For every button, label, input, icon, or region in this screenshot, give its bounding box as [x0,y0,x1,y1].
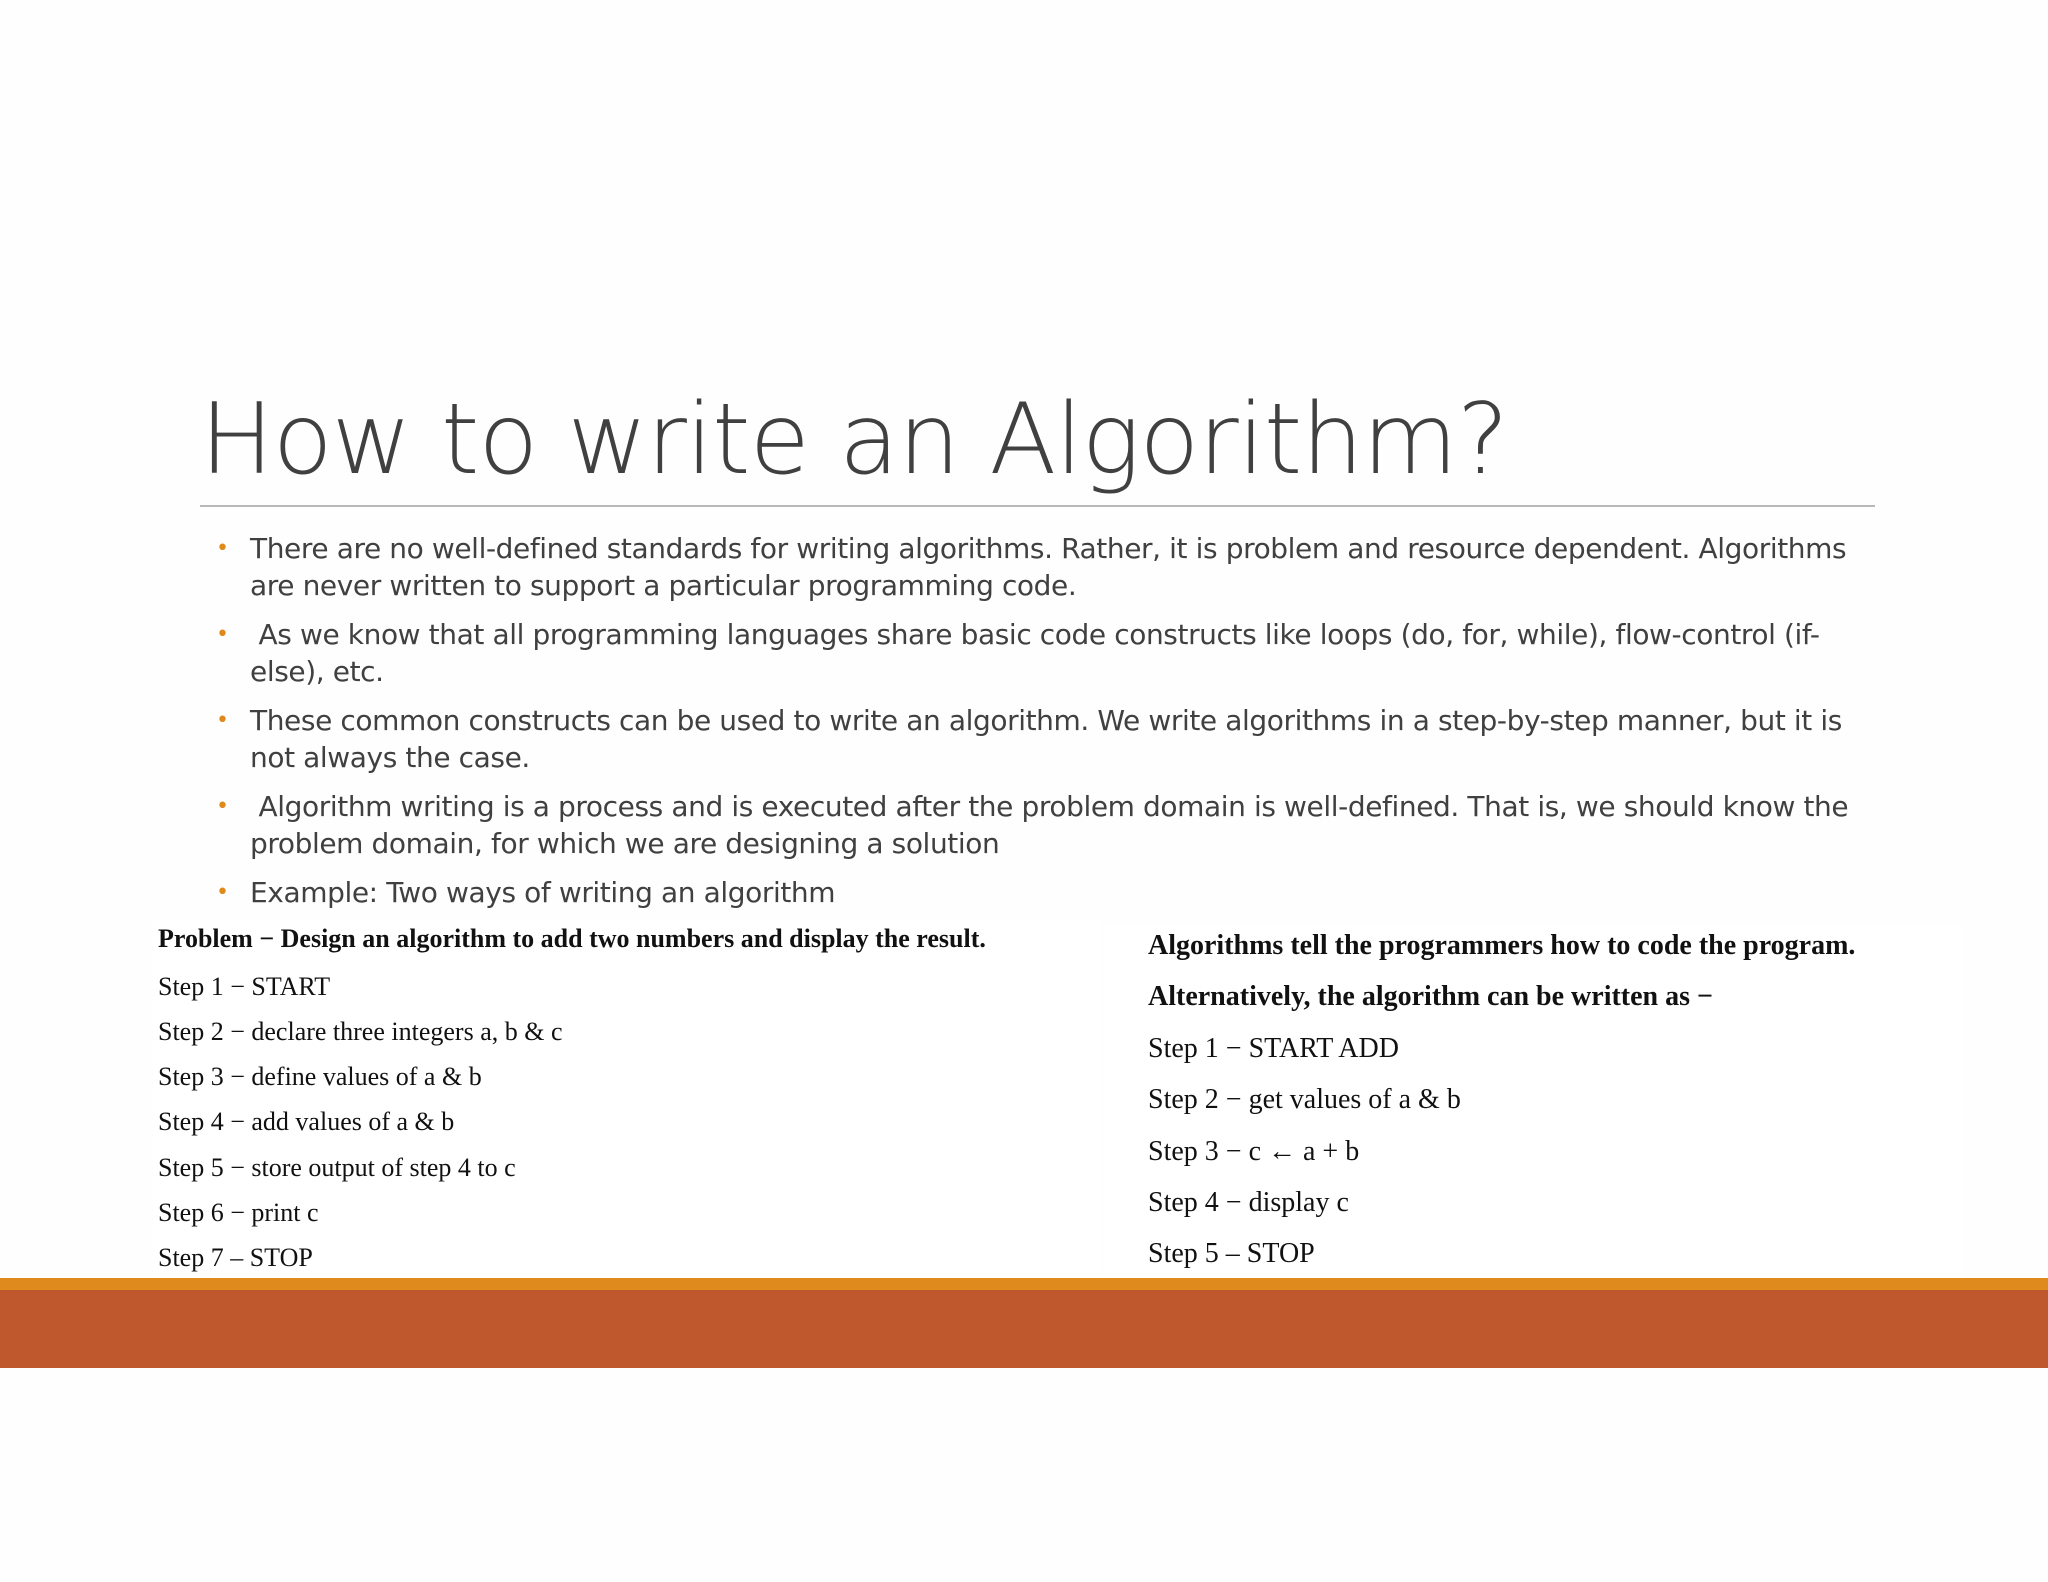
example-algorithm-right [1103,925,1963,1283]
example-algorithm-left [153,920,1101,1285]
example-right-step: Step 1 − START ADD [1148,1033,1399,1064]
bullet-item [214,874,1874,911]
bullet-dot-icon: • [216,708,229,733]
example-right-subheading: Alternatively, the algorithm can be written as − [1148,981,1713,1012]
bullet-text: There are no well-defined standards for writing algorithms. Rather, it is problem and resource dependent. Algorithms are never written to support a particular programming code. [250,532,1847,602]
example-left-step: Step 7 – STOP [158,1243,313,1272]
footer-band [0,1290,2048,1368]
bullet-item [214,530,1874,604]
example-right-heading: Algorithms tell the programmers how to code the program. [1148,930,1856,961]
example-left-step: Step 1 − START [158,972,331,1001]
example-left-step: Step 5 − store output of step 4 to c [158,1153,516,1182]
bullet-dot-icon: • [216,880,229,905]
example-left-step: Step 3 − define values of a & b [158,1062,482,1091]
bullet-dot-icon: • [216,794,229,819]
example-right-step: Step 4 − display c [1148,1187,1349,1218]
example-right-step: Step 3 − c ← a + b [1148,1136,1360,1167]
slide-title: How to write an Algorithm? [200,383,1508,497]
example-right-step: Step 2 − get values of a & b [1148,1084,1461,1115]
footer-accent-stripe [0,1278,2048,1290]
bullet-item [214,702,1874,776]
title-divider [200,505,1875,507]
bullet-text: As we know that all programming languages share basic code constructs like loops (do, for, while), flow-control (if-else), etc. [250,618,1820,688]
bullet-item [214,616,1874,690]
bullet-dot-icon: • [216,536,229,561]
bullet-text: These common constructs can be used to write an algorithm. We write algorithms in a step-by-step manner, but it is not always the case. [250,704,1842,774]
bullet-text: Algorithm writing is a process and is executed after the problem domain is well-defined. That is, we should know the problem domain, for which we are designing a solution [250,790,1857,860]
example-left-step: Step 4 − add values of a & b [158,1107,455,1136]
example-left-heading: Problem − Design an algorithm to add two numbers and display the result. [158,924,986,953]
bullet-list [214,530,1874,923]
example-right-step: Step 5 – STOP [1148,1238,1315,1269]
example-left-step: Step 6 − print c [158,1198,319,1227]
example-left-step: Step 2 − declare three integers a, b & c [158,1017,563,1046]
bullet-item [214,788,1874,862]
bullet-text: Example: Two ways of writing an algorithm [250,876,836,909]
bullet-dot-icon: • [216,622,229,647]
